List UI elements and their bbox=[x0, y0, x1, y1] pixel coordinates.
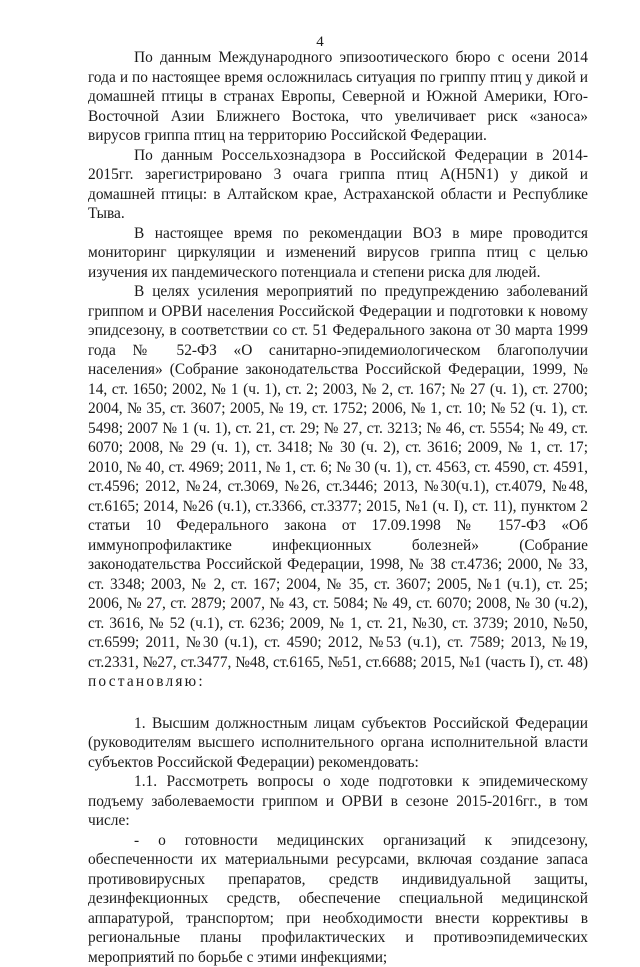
paragraph-bird-flu-situation: По данным Международного эпизоотического бюро с осени 2014 года и по настоящее время осложнилась ситуация по гриппу птиц у дикой и домашней птицы в странах Европы, Северной и Южной Америки, Юго-Восточной Азии Ближнего Востока, что увеличивает риск «заноса» вирусов гриппа птиц на территорию Российской Федерации. bbox=[88, 48, 588, 146]
paragraph-rosselkhoznadzor: По данным Россельхознадзора в Российской Федерации в 2014-2015гг. зарегистрировано 3 очага гриппа птиц А(H5N1) у дикой и домашней птицы: в Алтайском крае, Астраханской области и Республике Тыва. bbox=[88, 146, 588, 224]
legal-basis-text: В целях усиления мероприятий по предупреждению заболеваний гриппом и ОРВИ населения Российской Федерации и подготовки к новому эпидсезону, в соответствии со ст. 51 Федерального закона от 30 марта 1999 года № 52-ФЗ «О санитарно-эпидемиологическом благополучии населения» (Собрание законодательства Российской Федерации, 1999, № 14, ст. 1650; 2002, № 1 (ч. 1), ст. 2; 2003, № 2, ст. 167; № 27 (ч. 1), ст. 2700; 2004, № 35, ст. 3607; 2005, № 19, ст. 1752; 2006, № 1, ст. 10; № 52 (ч. 1), ст. 5498; 2007 № 1 (ч. 1), ст. 21, ст. 29; № 27, ст. 3213; № 46, ст. 5554; № 49, ст. 6070; 2008, № 29 (ч. 1), ст. 3418; № 30 (ч. 2), ст. 3616; 2009, № 1, ст. 17; 2010, № 40, ст. 4969; 2011, № 1, ст. 6; № 30 (ч. 1), ст. 4563, ст. 4590, ст. 4591, ст.4596; 2012, №24, ст.3069, №26, ст.3446; 2013, №30(ч.1), ст.4079, №48, ст.6165; 2014, №26 (ч.1), ст.3366, ст.3377; 2015, №1 (ч. I), ст. 11), пунктом 2 статьи 10 Федерального закона от 17.09.1998 № 157-ФЗ «Об иммунопрофилактике инфекционных болезней» (Собрание законодательства Российской Федерации, 1998, № 38 ст.4736; 2000, № 33, ст. 3348; 2003, № 2, ст. 167; 2004, № 35, ст. 3607; 2005, №1 (ч.1), ст. 25; 2006, № 27, ст. 2879; 2007, № 43, ст. 5084; № 49, ст. 6070; 2008, № 30 (ч.2), ст. 3616, № 52 (ч.1), ст. 6236; 2009, № 1, ст. 21, №30, ст. 3739; 2010, №50, ст.6599; 2011, №30 (ч.1), ст. 4590; 2012, №53 (ч.1), ст. 7589; 2013, №19, ст.2331, №27, ст.3477, №48, ст.6165, №51, ст.6688; 2015, №1 (часть I), ст. 48) bbox=[88, 283, 588, 671]
section-1-1: 1.1. Рассмотреть вопросы о ходе подготовки к эпидемическому подъему заболеваемости гриппом и ОРВИ в сезоне 2015-2016гг., в том числе: bbox=[88, 772, 588, 831]
page-number: 4 bbox=[0, 34, 640, 51]
section-1: 1. Высшим должностным лицам субъектов Российской Федерации (руководителям высшего исполнительного органа исполнительной власти субъектов Российской Федерации) рекомендовать: bbox=[88, 714, 588, 773]
document-body bbox=[88, 48, 588, 967]
paragraph-who-monitoring: В настоящее время по рекомендации ВОЗ в мире проводится мониторинг циркуляции и изменений вирусов гриппа птиц с целью изучения их пандемического потенциала и степени риска для людей. bbox=[88, 224, 588, 283]
paragraph-legal-basis bbox=[88, 282, 588, 692]
decree-word: постановляю: bbox=[88, 673, 205, 690]
bullet-readiness: - о готовности медицинских организаций к эпидсезону, обеспеченности их материальными ресурсами, включая создание запаса противовирусных препаратов, средств индивидуальной защиты, дезинфекционных средств, обеспечение специальной медицинской аппаратурой, транспортом; при необходимости внести коррективы в региональные планы профилактических и противоэпидемических мероприятий по борьбе с этими инфекциями; bbox=[88, 831, 588, 967]
